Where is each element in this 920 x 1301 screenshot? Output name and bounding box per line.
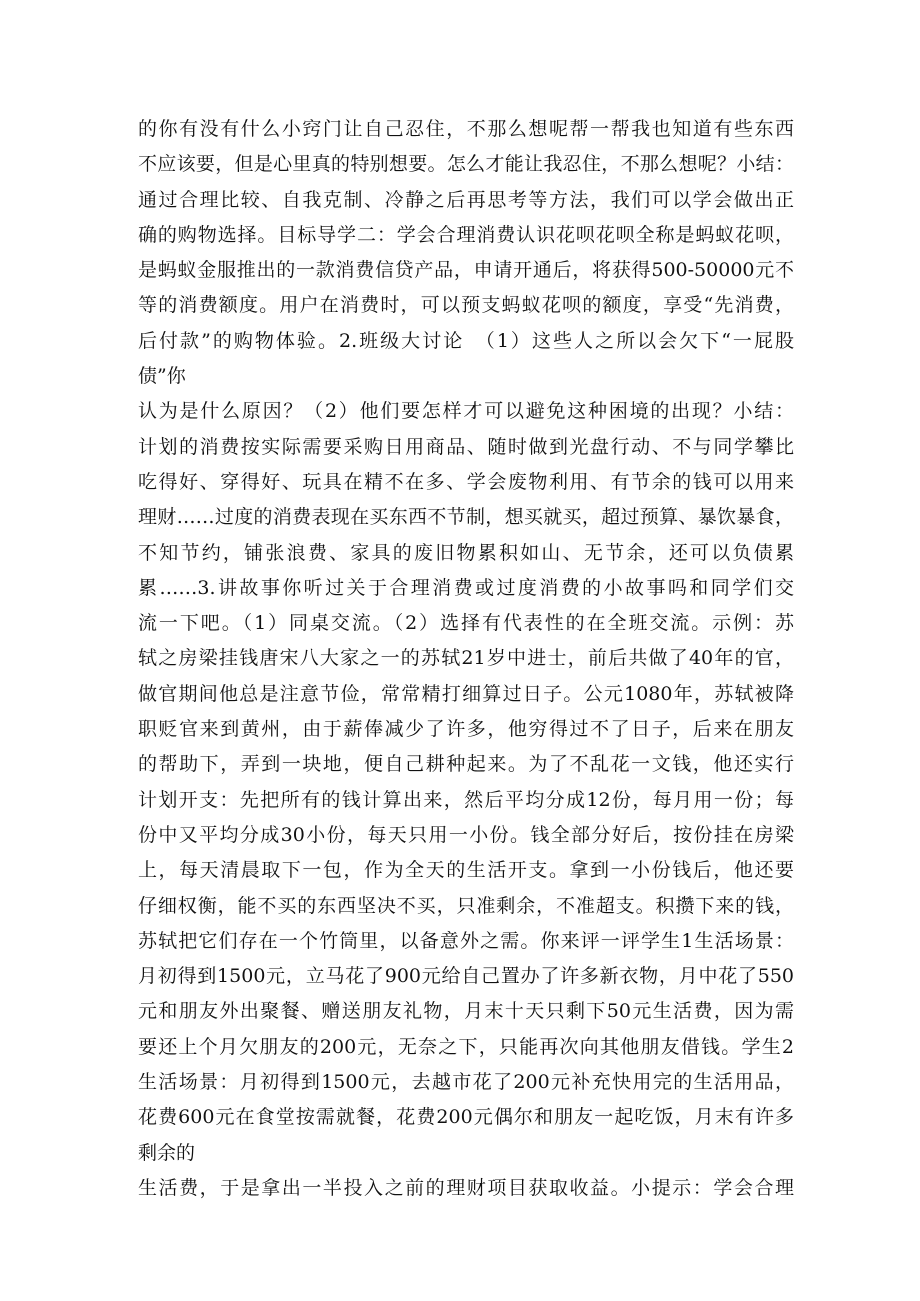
text-line-24: 苏轼把它们存在一个竹筒里，以备意外之需。你来评一评学生1生活场景：	[138, 929, 794, 952]
text-line-8: 债”你	[138, 365, 186, 388]
text-line-6: 等的消费额度。用户在消费时，可以预支蚂蚁花呗的额度，享受“先消费，	[138, 294, 794, 317]
text-line-5: 是蚂蚁金服推出的一款消费信贷产品，申请开通后，将获得500-50000元不	[138, 259, 794, 282]
text-line-3: 通过合理比较、自我克制、冷静之后再思考等方法，我们可以学会做出正	[138, 188, 794, 211]
text-line-15: 流一下吧。（1）同桌交流。（2）选择有代表性的在全班交流。示例：苏	[138, 612, 794, 635]
text-line-7: 后付款”的购物体验。2.班级大讨论 （1）这些人之所以会欠下“一屁股	[138, 329, 794, 352]
text-line-28: 生活场景：月初得到1500元，去越市花了200元补充快用完的生活用品，	[138, 1071, 794, 1094]
text-line-20: 计划开支：先把所有的钱计算出来，然后平均分成12份，每月用一份；每	[138, 788, 794, 811]
text-line-26: 元和朋友外出聚餐、赠送朋友礼物，月末十天只剩下50元生活费，因为需	[138, 1000, 794, 1023]
text-line-10: 计划的消费按实际需要采购日用商品、随时做到光盘行动、不与同学攀比	[138, 435, 794, 458]
text-line-14: 累……3.讲故事你听过关于合理消费或过度消费的小故事吗和同学们交	[138, 576, 794, 599]
text-line-19: 的帮助下，弄到一块地，便自己耕种起来。为了不乱花一文钱，他还实行	[138, 753, 794, 776]
text-line-9: 认为是什么原因？（2）他们要怎样才可以避免这种困境的出现？小结：	[138, 400, 794, 423]
text-line-18: 职贬官来到黄州，由于薪俸减少了许多，他穷得过不了日子，后来在朋友	[138, 718, 794, 741]
text-line-1: 的你有没有什么小窍门让自己忍住，不那么想呢帮一帮我也知道有些东西	[138, 118, 794, 140]
text-line-4: 确的购物选择。目标导学二：学会合理消费认识花呗花呗全称是蚂蚁花呗，	[138, 223, 794, 246]
body-text	[138, 112, 794, 1206]
text-line-27: 要还上个月欠朋友的200元，无奈之下，只能再次向其他朋友借钱。学生2	[138, 1035, 794, 1058]
text-line-25: 月初得到1500元，立马花了900元给自己置办了许多新衣物，月中花了550	[138, 965, 794, 988]
text-line-16: 轼之房梁挂钱唐宋八大家之一的苏轼21岁中进士，前后共做了40年的官，	[138, 647, 794, 670]
text-line-13: 不知节约，铺张浪费、家具的废旧物累积如山、无节余，还可以负债累	[138, 541, 794, 564]
text-line-29: 花费600元在食堂按需就餐，花费200元偶尔和朋友一起吃饭，月末有许多	[138, 1106, 794, 1129]
text-line-31: 生活费，于是拿出一半投入之前的理财项目获取收益。小提示：学会合理	[138, 1176, 794, 1199]
text-line-12: 理财……过度的消费表现在买东西不节制，想买就买，超过预算、暴饮暴食，	[138, 506, 794, 529]
text-line-23: 仔细权衡，能不买的东西坚决不买，只准剩余，不准超支。积攒下来的钱，	[138, 894, 794, 917]
text-line-2: 不应该要，但是心里真的特别想要。怎么才能让我忍住，不那么想呢？小结：	[138, 153, 794, 176]
text-line-17: 做官期间他总是注意节俭，常常精打细算过日子。公元1080年，苏轼被降	[138, 682, 794, 705]
text-line-21: 份中又平均分成30小份，每天只用一小份。钱全部分好后，按份挂在房梁	[138, 823, 794, 846]
text-line-30: 剩余的	[138, 1141, 196, 1164]
text-line-11: 吃得好、穿得好、玩具在精不在多、学会废物利用、有节余的钱可以用来	[138, 470, 794, 493]
text-line-22: 上，每天清晨取下一包，作为全天的生活开支。拿到一小份钱后，他还要	[138, 859, 794, 882]
